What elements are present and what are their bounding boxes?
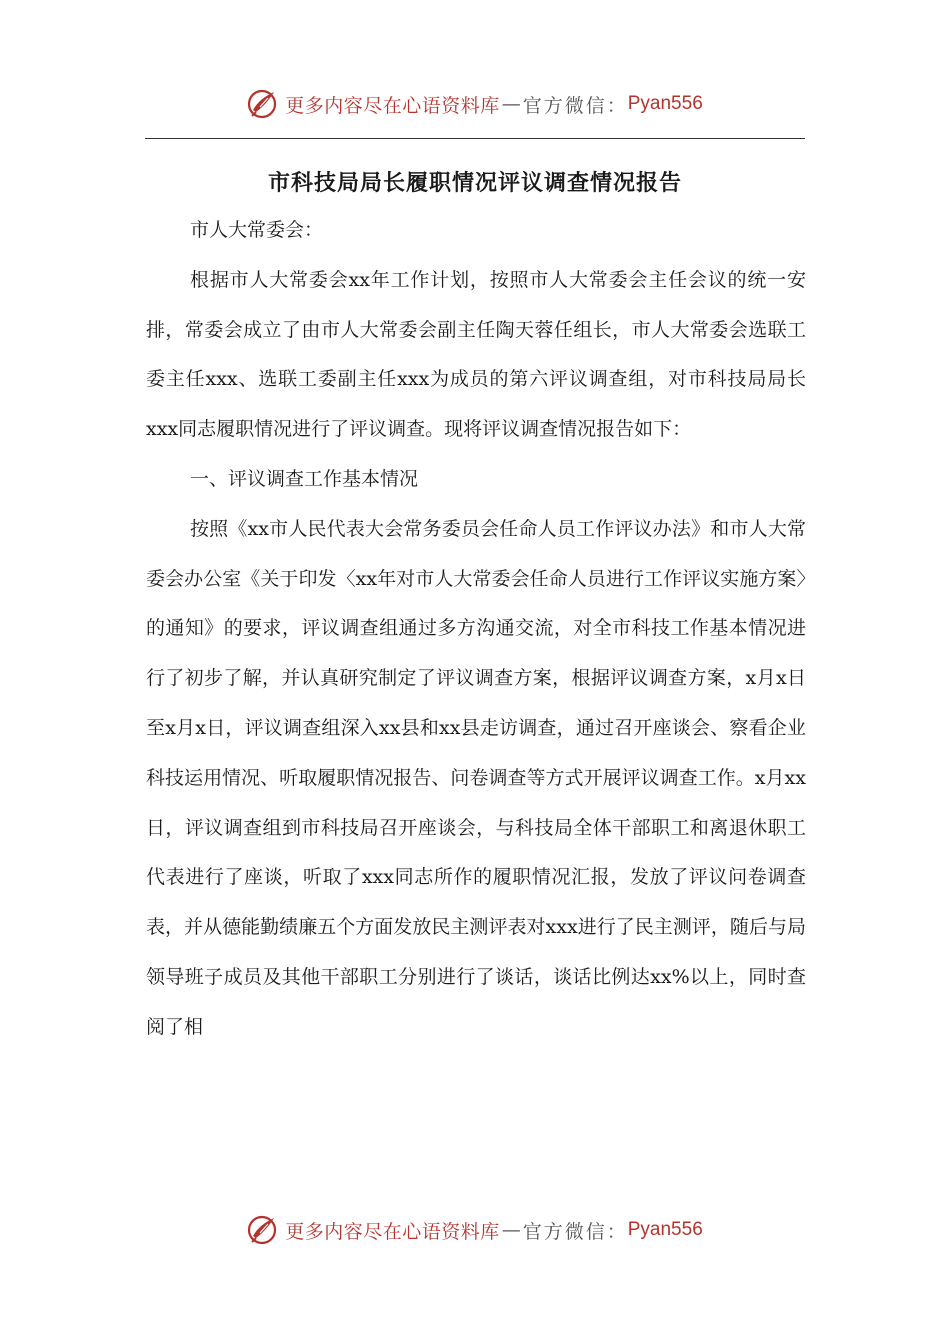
document-title: 市科技局局长履职情况评议调查情况报告 xyxy=(267,170,682,196)
watermark-brand-text: 更多内容尽在心语资料库 xyxy=(285,94,500,117)
fountain-pen-logo-icon xyxy=(247,87,281,121)
body-paragraph: 根据市人大常委会xx年工作计划，按照市人大常委会主任会议的统一安排，常委会成立了由市人大常委会副主任陶天蓉任组长，市人大常委会选联工委主任xxx、选联工委副主任xxx为成员的第六评议调查组，对市科技局局长xxx同志履职情况进行了评议调查。现将评议调查情况报告如下： xyxy=(146,268,806,441)
document-body xyxy=(146,206,806,1053)
watermark-wechat-id: Pyan556 xyxy=(627,1219,703,1240)
watermark-wechat-id: Pyan556 xyxy=(627,93,703,114)
watermark-brand-text: 更多内容尽在心语资料库 xyxy=(285,1220,500,1243)
section-heading: 一、评议调查工作基本情况 xyxy=(190,467,419,490)
watermark-separator: — xyxy=(501,1219,521,1241)
footer-watermark xyxy=(0,1210,950,1250)
salutation: 市人大常委会： xyxy=(190,219,324,241)
watermark-separator: — xyxy=(501,93,521,115)
fountain-pen-logo-icon xyxy=(247,1213,281,1247)
watermark-official-label: 官方微信： xyxy=(522,94,628,117)
body-paragraph: 按照《xx市人民代表大会常务委员会任命人员工作评议办法》和市人大常委会办公室《关于印发〈xx年对市人大常委会任命人员进行工作评议实施方案〉的通知》的要求，评议调查组通过多方沟通交流，对全市科技工作基本情况进行了初步了解，并认真研究制定了评议调查方案，根据评议调查方案，x月x日至x月x日，评议调查组深入xx县和xx县走访调查，通过召开座谈会、察看企业科技运用情况、听取履职情况报告、问卷调查等方式开展评议调查工作。x月xx日，评议调查组到市科技局召开座谈会，与科技局全体干部职工和离退休职工代表进行了座谈，听取了xxx同志所作的履职情况汇报，发放了评议问卷调查表，并从德能勤绩廉五个方面发放民主测评表对xxx进行了民主测评，随后与局领导班子成员及其他干部职工分别进行了谈话，谈话比例达xx%以上，同时查阅了相 xyxy=(146,517,806,1038)
header-divider xyxy=(145,138,805,139)
header-watermark xyxy=(0,84,950,124)
watermark-official-label: 官方微信： xyxy=(522,1220,628,1243)
